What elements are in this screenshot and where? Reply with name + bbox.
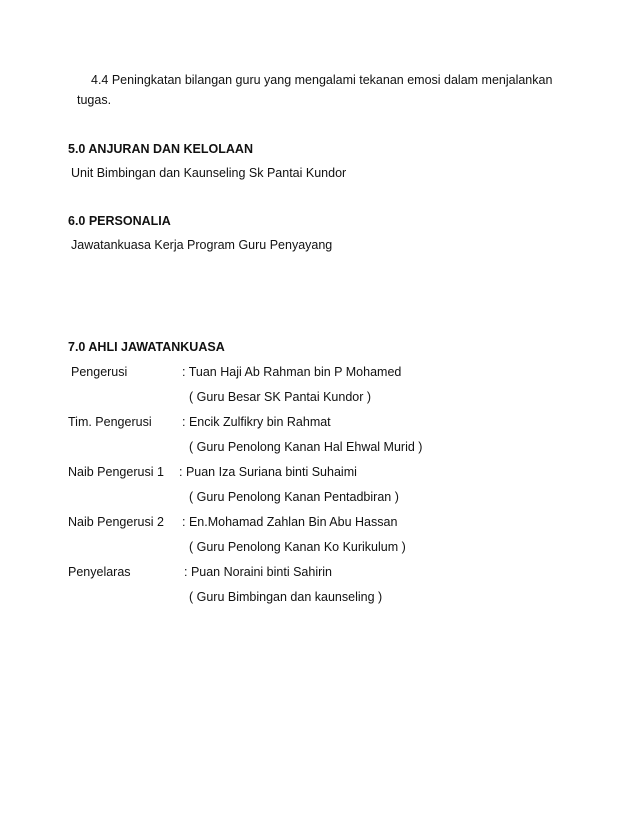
member-name: : Puan Iza Suriana binti Suhaimi	[179, 465, 357, 479]
member-role: Tim. Pengerusi	[68, 415, 152, 429]
member-role: Naib Pengerusi 2	[68, 515, 164, 529]
section-7-heading: 7.0 AHLI JAWATANKUASA	[68, 340, 225, 354]
section-5-body: Unit Bimbingan dan Kaunseling Sk Pantai Kundor	[71, 166, 347, 180]
member-role: Pengerusi	[71, 365, 128, 379]
member-position: ( Guru Besar SK Pantai Kundor )	[189, 390, 372, 404]
member-name: : En.Mohamad Zahlan Bin Abu Hassan	[182, 515, 398, 529]
member-position: ( Guru Penolong Kanan Ko Kurikulum )	[189, 540, 406, 554]
item-4-4-line2: tugas.	[77, 93, 112, 107]
item-4-4-line1: 4.4 Peningkatan bilangan guru yang mengalami tekanan emosi dalam menjalankan	[91, 73, 553, 87]
member-position: ( Guru Penolong Kanan Pentadbiran )	[189, 490, 399, 504]
member-name: : Puan Noraini binti Sahirin	[184, 565, 332, 579]
member-position: ( Guru Bimbingan dan kaunseling )	[189, 590, 383, 604]
member-position: ( Guru Penolong Kanan Hal Ehwal Murid )	[189, 440, 423, 454]
section-5-heading: 5.0 ANJURAN DAN KELOLAAN	[68, 142, 253, 156]
member-name: : Tuan Haji Ab Rahman bin P Mohamed	[182, 365, 402, 379]
member-name: : Encik Zulfikry bin Rahmat	[182, 415, 331, 429]
section-6-body: Jawatankuasa Kerja Program Guru Penyayang	[71, 238, 333, 252]
section-6-heading: 6.0 PERSONALIA	[68, 214, 171, 228]
member-role: Penyelaras	[68, 565, 131, 579]
member-role: Naib Pengerusi 1	[68, 465, 164, 479]
